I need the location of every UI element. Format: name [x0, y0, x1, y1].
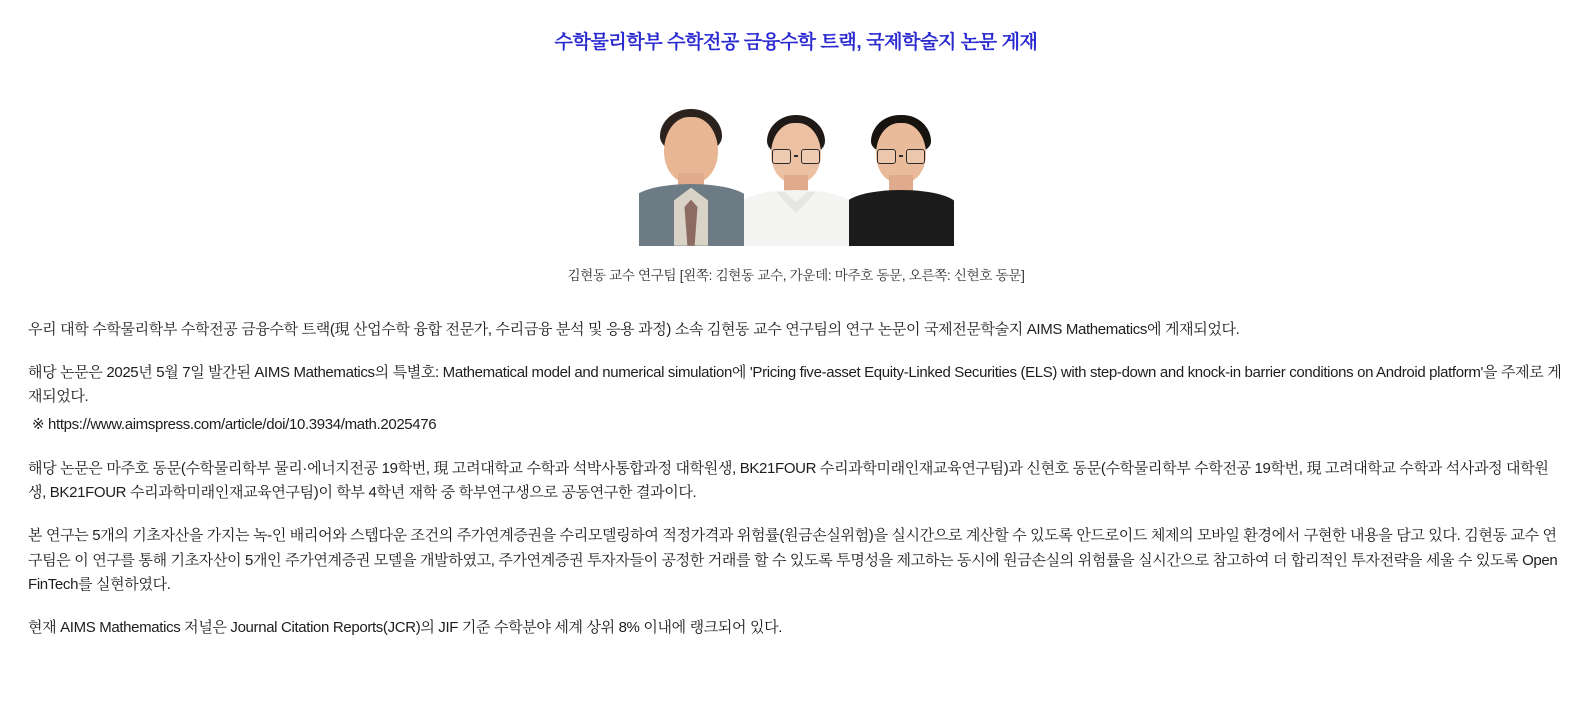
glasses-icon: [772, 149, 820, 164]
doi-note: ※ https://www.aimspress.com/article/doi/10.3934/math.2025476: [32, 416, 437, 434]
glasses-bridge: [899, 155, 903, 157]
glasses-bridge: [794, 155, 798, 157]
figure-caption: 김현동 교수 연구팀 [왼쪽: 김현동 교수, 가운데: 마주호 동문, 오른쪽: 신현호 동문]: [567, 267, 1025, 283]
paragraph-5: 현재 AIMS Mathematics 저널은 Journal Citation Reports(JCR)의 JIF 기준 수학분야 세계 상위 8% 이내에 랭크되어 있다.: [28, 619, 783, 637]
tshirt-shape: [849, 190, 954, 246]
paragraph-1: 우리 대학 수학물리학부 수학전공 금융수학 트랙(現 산업수학 융합 전문가, 수리금융 분석 및 응용 과정) 소속 김현동 교수 연구팀의 연구 논문이 국제전문학술지 AIMS Mathematics에 게재되었다.: [28, 320, 1240, 338]
portrait-ma-juho: [744, 101, 849, 246]
article-body: [28, 318, 1564, 641]
portrait-shin-hyunho: [849, 101, 954, 246]
glasses-lens-left: [772, 149, 791, 164]
glasses-lens-right: [906, 149, 925, 164]
paragraph-2: 해당 논문은 2025년 5월 7일 발간된 AIMS Mathematics의 특별호: Mathematical model and numerical simulation에 'Pricing five-asset Equity-Linked Securities (ELS) with step-down and knock-in barrier conditions on Android platform'을 주제로 게재되었다.: [28, 363, 1562, 406]
article-figure: [0, 101, 1592, 284]
research-team-photo: [639, 101, 954, 246]
page-title: 수학물리학부 수학전공 금융수학 트랙, 국제학술지 논문 게재: [554, 32, 1038, 53]
paragraph-4: 본 연구는 5개의 기초자산을 가지는 녹-인 배리어와 스텝다운 조건의 주가연계증권을 수리모델링하여 적정가격과 위험률(원금손실위험)을 실시간으로 계산할 수 있도록 안드로이드 체제의 모바일 환경에서 구현한 내용을 담고 있다. 김현동 교수 연구팀은 이 연구를 통해 기초자산이 5개인 주가연계증권 모델을 개발하였고, 주가연계증권 투자자들이 공정한 거래를 할 수 있도록 투명성을 제고하는 동시에 원금손실의 위험률을 실시간으로 참고하여 더 합리적인 투자전략을 세울 수 있도록 Open FinTech를 실현하였다.: [28, 527, 1558, 593]
article-page: [0, 30, 1592, 710]
glasses-lens-right: [801, 149, 820, 164]
glasses-lens-left: [877, 149, 896, 164]
shirt-shape: [744, 190, 849, 246]
glasses-icon: [877, 149, 925, 164]
paragraph-3: 해당 논문은 마주호 동문(수학물리학부 물리·에너지전공 19학번, 現 고려대학교 수학과 석박사통합과정 대학원생, BK21FOUR 수리과학미래인재교육연구팀)과 신현호 동문(수학물리학부 수학전공 19학번, 現 고려대학교 수학과 석사과정 대학원생, BK21FOUR 수리과학미래인재교육연구팀)이 학부 4학년 재학 중 학부연구생으로 공동연구한 결과이다.: [28, 459, 1549, 502]
portrait-kim-hyundong: [639, 101, 744, 246]
